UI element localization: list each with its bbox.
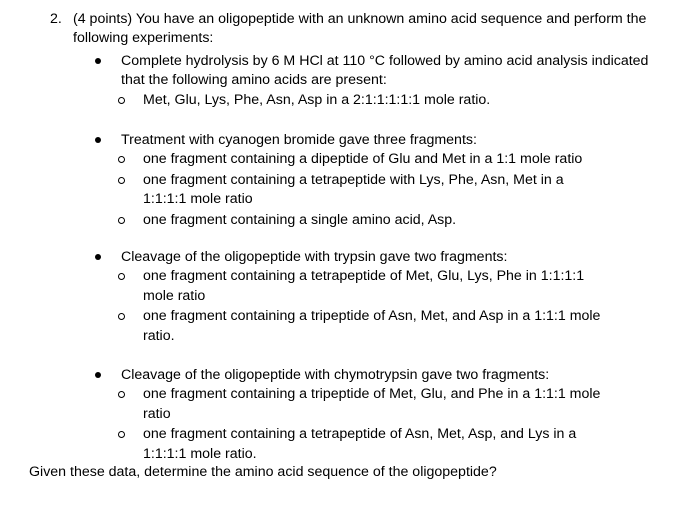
circle-bullet-icon: [118, 97, 125, 104]
circle-bullet-icon: [118, 391, 125, 398]
circle-bullet-icon: [118, 177, 125, 184]
bullet-icon: [95, 58, 101, 64]
experiment-cyanogen-bromide: [95, 131, 665, 230]
bullet-icon: [95, 137, 101, 143]
result-item: one fragment containing a tripeptide of Asn, Met, and Asp in a 1:1:1 mole ratio.: [117, 307, 617, 346]
result-list: [117, 91, 665, 110]
question-intro: (4 points) You have an oligopeptide with an unknown amino acid sequence and perform the following experiments:: [73, 11, 647, 47]
result-item: one fragment containing a tetrapeptide with Lys, Phe, Asn, Met in a 1:1:1:1 mole ratio: [117, 171, 607, 210]
circle-bullet-icon: [118, 156, 125, 163]
question-header: [50, 10, 660, 49]
experiment-label: Cleavage of the oligopeptide with chymotrypsin gave two fragments:: [121, 367, 550, 383]
result-list: [117, 150, 607, 230]
circle-bullet-icon: [118, 217, 125, 224]
result-list: [117, 385, 617, 464]
experiment-label: Cleavage of the oligopeptide with trypsin gave two fragments:: [121, 249, 508, 265]
experiment-trypsin: [95, 248, 665, 346]
result-item: one fragment containing a tetrapeptide of Asn, Met, Asp, and Lys in a 1:1:1:1 mole ratio.: [117, 425, 617, 464]
experiment-label: Complete hydrolysis by 6 M HCl at 110 °C followed by amino acid analysis indicated that the following amino acids are present:: [121, 53, 649, 89]
result-item: one fragment containing a tripeptide of Met, Glu, and Phe in a 1:1:1 mole ratio: [117, 385, 617, 424]
result-list: [117, 267, 617, 346]
final-question: Given these data, determine the amino acid sequence of the oligopeptide?: [29, 464, 497, 480]
circle-bullet-icon: [118, 313, 125, 320]
experiment-chymotrypsin: [95, 366, 665, 464]
question-number: 2.: [50, 11, 62, 27]
bullet-icon: [95, 254, 101, 260]
bullet-icon: [95, 372, 101, 378]
result-item: one fragment containing a dipeptide of Glu and Met in a 1:1 mole ratio: [117, 150, 607, 169]
circle-bullet-icon: [118, 431, 125, 438]
circle-bullet-icon: [118, 273, 125, 280]
result-item: one fragment containing a single amino acid, Asp.: [117, 211, 607, 230]
result-item: Met, Glu, Lys, Phe, Asn, Asp in a 2:1:1:1:1:1 mole ratio.: [117, 91, 665, 110]
experiment-hydrolysis: [95, 52, 665, 110]
result-item: one fragment containing a tetrapeptide of Met, Glu, Lys, Phe in 1:1:1:1 mole ratio: [117, 267, 617, 306]
experiment-label: Treatment with cyanogen bromide gave three fragments:: [121, 132, 477, 148]
